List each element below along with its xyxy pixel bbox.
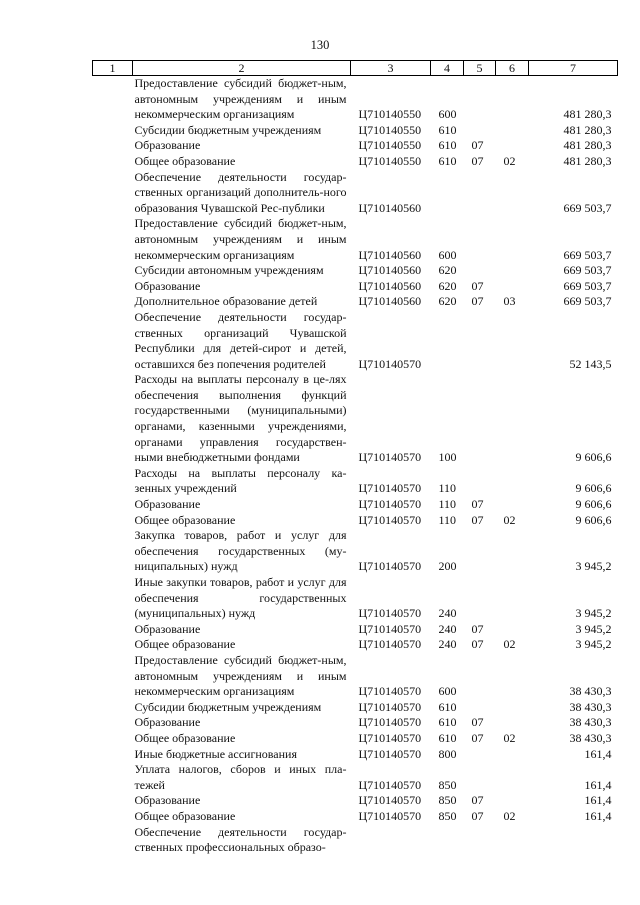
cell-rz: 07 [471, 153, 484, 168]
cell-number [93, 715, 133, 731]
cell-number [93, 762, 133, 793]
table-row [93, 825, 618, 856]
table-row [93, 216, 618, 263]
cell-csr: Ц710140570 [358, 715, 422, 730]
cell-csr: Ц710140570 [358, 637, 422, 652]
cell-csr: Ц710140560 [358, 247, 422, 262]
cell-number [93, 747, 133, 763]
table-header [93, 61, 618, 76]
cell-sum: 481 280,3 [563, 153, 612, 168]
cell-sum: 669 503,7 [563, 278, 612, 293]
cell-number [93, 653, 133, 700]
cell-vr: 600 [438, 247, 457, 262]
cell-name: Дополнительное образование детей [134, 294, 318, 309]
cell-pr [496, 170, 529, 217]
cell-vr: 610 [438, 138, 457, 153]
column-header: 1 [93, 61, 133, 76]
cell-csr: Ц710140570 [358, 356, 422, 371]
cell-rz [464, 575, 496, 622]
cell-number [93, 279, 133, 295]
cell-csr: Ц710140570 [358, 808, 422, 823]
table-body [93, 76, 618, 856]
cell-name: Предоставление субсидий бюджет-ным, автономным учреждениям и иным некоммерческим организациям [134, 76, 347, 122]
cell-csr: Ц710140550 [358, 138, 422, 153]
cell-csr: Ц710140550 [358, 107, 422, 122]
cell-csr: Ц710140560 [358, 200, 422, 215]
cell-number [93, 138, 133, 154]
cell-pr [496, 747, 529, 763]
cell-name: Предоставление субсидий бюджет-ным, автономным учреждениям и иным некоммерческим организациям [134, 652, 347, 699]
cell-pr [496, 622, 529, 638]
table-row [93, 123, 618, 139]
budget-table [92, 60, 618, 856]
cell-name: Закупка товаров, работ и услуг для обеспечения государственных (му-ниципальных) нужд [134, 528, 347, 574]
column-header: 7 [529, 61, 618, 76]
page-number: 130 [310, 38, 330, 52]
cell-sum: 669 503,7 [563, 247, 612, 262]
cell-rz [464, 170, 496, 217]
cell-rz: 07 [471, 512, 484, 527]
cell-vr: 240 [438, 637, 457, 652]
cell-number [93, 731, 133, 747]
table-row [93, 310, 618, 372]
cell-vr: 240 [438, 606, 457, 621]
cell-name: Расходы на выплаты персоналу в це-лях обеспечения выполнения функций государственными (муниципальными) органами, казенными учреждениями, органами управления государствен-ными внебюджетными фондами [134, 372, 347, 465]
cell-sum: 9 606,6 [575, 481, 612, 496]
cell-number [93, 809, 133, 825]
cell-csr: Ц710140570 [358, 606, 422, 621]
cell-number [93, 825, 133, 856]
cell-sum: 38 430,3 [569, 730, 612, 745]
table-row [93, 622, 618, 638]
table-row [93, 279, 618, 295]
table-row [93, 170, 618, 217]
cell-pr [496, 528, 529, 575]
cell-rz [464, 762, 496, 793]
cell-sum: 9 606,6 [575, 512, 612, 527]
cell-rz [464, 310, 496, 372]
table-row [93, 372, 618, 466]
cell-pr [496, 575, 529, 622]
column-header: 6 [496, 61, 529, 76]
cell-number [93, 294, 133, 310]
cell-sum: 9 606,6 [575, 497, 612, 512]
cell-vr: 800 [438, 746, 457, 761]
cell-sum [529, 825, 618, 856]
column-header: 2 [133, 61, 351, 76]
cell-csr: Ц710140570 [358, 621, 422, 636]
cell-sum: 38 430,3 [569, 684, 612, 699]
cell-rz: 07 [471, 278, 484, 293]
column-header: 5 [464, 61, 496, 76]
cell-vr: 850 [438, 777, 457, 792]
cell-sum: 38 430,3 [569, 715, 612, 730]
cell-name: Общее образование [134, 153, 236, 168]
cell-rz: 07 [471, 808, 484, 823]
table-row [93, 294, 618, 310]
cell-name: Общее образование [134, 512, 236, 527]
cell-pr: 02 [503, 153, 516, 168]
cell-name: Образование [134, 715, 201, 730]
cell-pr: 02 [503, 512, 516, 527]
cell-name: Общее образование [134, 808, 236, 823]
cell-vr: 100 [438, 450, 457, 465]
cell-name: Образование [134, 497, 201, 512]
cell-name: Субсидии автономным учреждениям [134, 263, 324, 278]
cell-number [93, 310, 133, 372]
cell-sum: 3 945,2 [575, 606, 612, 621]
cell-vr: 620 [438, 263, 457, 278]
cell-rz [464, 76, 496, 123]
cell-rz [464, 528, 496, 575]
cell-pr [496, 466, 529, 497]
cell-name: Субсидии бюджетным учреждениям [134, 122, 322, 137]
cell-csr: Ц710140550 [358, 122, 422, 137]
cell-rz [464, 747, 496, 763]
cell-pr [496, 372, 529, 466]
cell-number [93, 637, 133, 653]
cell-vr: 620 [438, 294, 457, 309]
table-row [93, 138, 618, 154]
table-row [93, 497, 618, 513]
cell-vr: 850 [438, 808, 457, 823]
cell-rz: 07 [471, 715, 484, 730]
cell-csr: Ц710140570 [358, 450, 422, 465]
cell-rz: 07 [471, 138, 484, 153]
cell-vr: 110 [438, 512, 457, 527]
cell-sum: 52 143,5 [569, 356, 612, 371]
table-row [93, 731, 618, 747]
cell-pr [496, 762, 529, 793]
header-row [93, 61, 618, 76]
cell-number [93, 793, 133, 809]
cell-name: Обеспечение деятельности государ-ственных организаций дополнитель-ного образования Чувашской Рес-публики [134, 169, 347, 215]
cell-number [93, 154, 133, 170]
cell-sum: 3 945,2 [575, 559, 612, 574]
cell-vr: 850 [438, 793, 457, 808]
cell-csr: Ц710140560 [358, 263, 422, 278]
cell-csr: Ц710140570 [358, 512, 422, 527]
cell-number [93, 263, 133, 279]
cell-csr: Ц710140550 [358, 153, 422, 168]
cell-vr: 110 [438, 497, 457, 512]
table-row [93, 715, 618, 731]
cell-name: Обеспечение деятельности государ-ственных профессиональных образо- [134, 824, 347, 855]
cell-name: Иные бюджетные ассигнования [134, 746, 297, 761]
cell-pr [496, 653, 529, 700]
table-row [93, 747, 618, 763]
cell-name: Обеспечение деятельности государ-ственных организаций Чувашской Республики для детей-сирот и детей, оставшихся без попечения родителей [134, 309, 347, 371]
cell-number [93, 622, 133, 638]
table-row [93, 76, 618, 123]
cell-csr: Ц710140570 [358, 777, 422, 792]
cell-vr: 610 [438, 730, 457, 745]
cell-vr: 620 [438, 278, 457, 293]
cell-csr: Ц710140570 [358, 559, 422, 574]
cell-vr [431, 170, 464, 217]
cell-name: Образование [134, 793, 201, 808]
cell-sum: 481 280,3 [563, 122, 612, 137]
cell-csr: Ц710140560 [358, 278, 422, 293]
cell-pr [496, 123, 529, 139]
cell-pr [496, 216, 529, 263]
table-row [93, 263, 618, 279]
column-header: 4 [431, 61, 464, 76]
cell-pr [496, 497, 529, 513]
cell-pr: 02 [503, 808, 516, 823]
cell-vr: 600 [438, 684, 457, 699]
table-row [93, 154, 618, 170]
cell-pr [496, 310, 529, 372]
cell-sum: 481 280,3 [563, 107, 612, 122]
table-row [93, 809, 618, 825]
cell-rz [464, 653, 496, 700]
table-row [93, 575, 618, 622]
cell-rz: 07 [471, 730, 484, 745]
cell-sum: 669 503,7 [563, 263, 612, 278]
cell-sum: 161,4 [584, 808, 612, 823]
table-row [93, 637, 618, 653]
cell-rz [464, 263, 496, 279]
cell-pr [496, 263, 529, 279]
cell-vr: 610 [438, 699, 457, 714]
cell-number [93, 372, 133, 466]
cell-csr: Ц710140570 [358, 746, 422, 761]
table-row [93, 762, 618, 793]
cell-rz [464, 466, 496, 497]
cell-sum: 3 945,2 [575, 621, 612, 636]
cell-rz [464, 123, 496, 139]
cell-name: Расходы на выплаты персоналу ка-зенных учреждений [134, 465, 347, 496]
cell-number [93, 216, 133, 263]
cell-csr: Ц710140570 [358, 730, 422, 745]
cell-sum: 161,4 [584, 746, 612, 761]
cell-sum: 669 503,7 [563, 294, 612, 309]
cell-vr [431, 310, 464, 372]
table-row [93, 528, 618, 575]
cell-vr: 600 [438, 107, 457, 122]
cell-sum: 9 606,6 [575, 450, 612, 465]
cell-rz [464, 216, 496, 263]
cell-number [93, 466, 133, 497]
table-row [93, 700, 618, 716]
cell-number [93, 513, 133, 529]
cell-vr: 610 [438, 153, 457, 168]
table-row [93, 466, 618, 497]
cell-vr: 200 [438, 559, 457, 574]
cell-vr [431, 825, 464, 856]
cell-vr: 240 [438, 621, 457, 636]
cell-pr [496, 793, 529, 809]
cell-csr [351, 825, 431, 856]
cell-name: Общее образование [134, 730, 236, 745]
cell-number [93, 170, 133, 217]
cell-sum: 3 945,2 [575, 637, 612, 652]
cell-csr: Ц710140570 [358, 793, 422, 808]
cell-rz: 07 [471, 621, 484, 636]
cell-name: Образование [134, 621, 201, 636]
table-row [93, 653, 618, 700]
cell-pr [496, 715, 529, 731]
cell-name: Субсидии бюджетным учреждениям [134, 699, 322, 714]
cell-pr [496, 76, 529, 123]
cell-csr: Ц710140560 [358, 294, 422, 309]
cell-name: Образование [134, 278, 201, 293]
cell-sum: 161,4 [584, 777, 612, 792]
cell-pr: 03 [503, 294, 516, 309]
cell-sum: 38 430,3 [569, 699, 612, 714]
cell-pr [496, 279, 529, 295]
cell-vr: 110 [438, 481, 457, 496]
cell-csr: Ц710140570 [358, 497, 422, 512]
cell-rz [464, 700, 496, 716]
cell-number [93, 575, 133, 622]
cell-name: Предоставление субсидий бюджет-ным, автономным учреждениям и иным некоммерческим организациям [134, 216, 347, 262]
cell-name: Образование [134, 138, 201, 153]
cell-rz: 07 [471, 497, 484, 512]
cell-name: Уплата налогов, сборов и иных пла-тежей [134, 762, 347, 792]
cell-sum: 481 280,3 [563, 138, 612, 153]
cell-number [93, 497, 133, 513]
cell-pr [496, 138, 529, 154]
table-row [93, 793, 618, 809]
cell-sum: 669 503,7 [563, 200, 612, 215]
cell-number [93, 123, 133, 139]
cell-name: Иные закупки товаров, работ и услуг для обеспечения государственных (муниципальных) нужд [134, 575, 347, 621]
cell-csr: Ц710140570 [358, 481, 422, 496]
cell-csr: Ц710140570 [358, 684, 422, 699]
cell-rz: 07 [471, 793, 484, 808]
cell-rz [464, 825, 496, 856]
cell-csr: Ц710140570 [358, 699, 422, 714]
cell-sum: 161,4 [584, 793, 612, 808]
cell-rz: 07 [471, 294, 484, 309]
cell-vr: 610 [438, 715, 457, 730]
cell-pr: 02 [503, 637, 516, 652]
cell-rz: 07 [471, 637, 484, 652]
table-row [93, 513, 618, 529]
column-header: 3 [351, 61, 431, 76]
cell-pr: 02 [503, 730, 516, 745]
cell-name: Общее образование [134, 637, 236, 652]
cell-number [93, 76, 133, 123]
cell-pr [496, 700, 529, 716]
cell-number [93, 528, 133, 575]
cell-pr [496, 825, 529, 856]
cell-number [93, 700, 133, 716]
cell-rz [464, 372, 496, 466]
cell-vr: 610 [438, 122, 457, 137]
